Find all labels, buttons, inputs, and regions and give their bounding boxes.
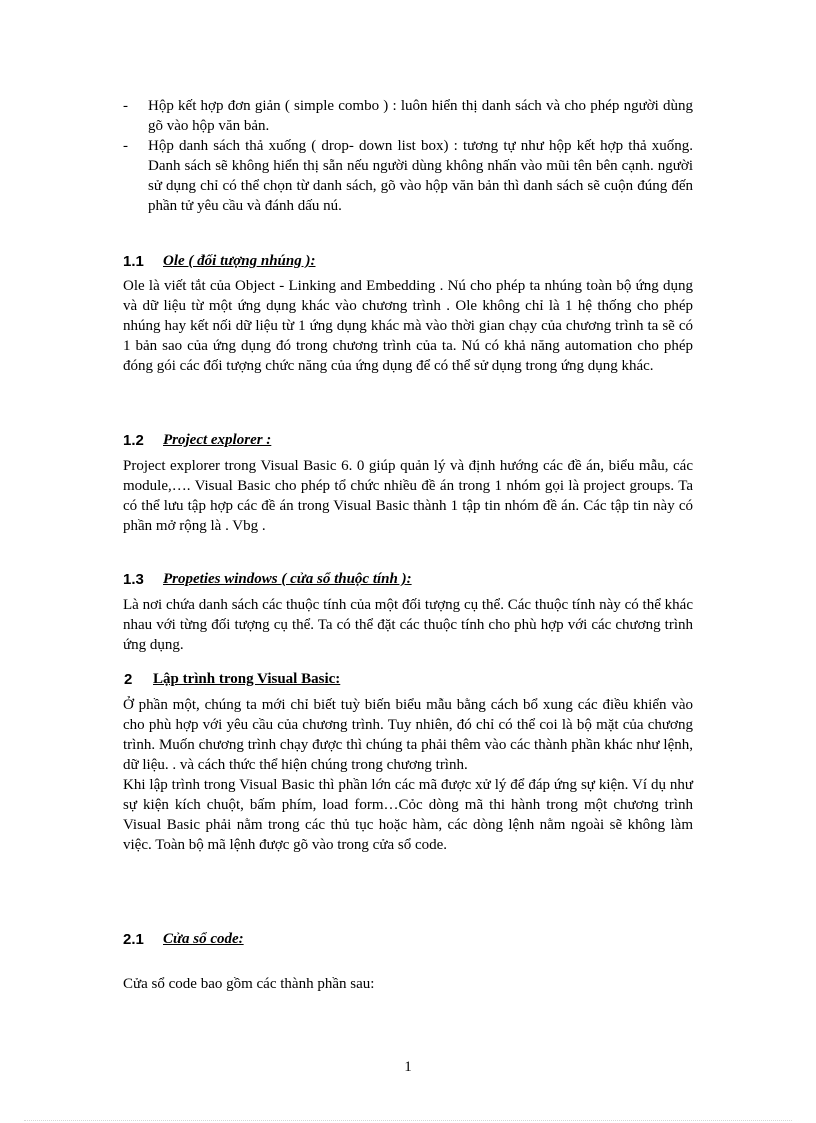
section-body-project-explorer (123, 456, 693, 536)
section-number: 2 (124, 671, 133, 688)
bullet-dash: - (123, 98, 128, 114)
paragraph: Khi lập trình trong Visual Basic thì phần lớn các mã được xử lý để đáp ứng sự kiện. Ví dụ như sự kiện kích chuột, bấm phím, load form…Cỏc dòng mã thi hành trong một chương trình Visual Basic phải nằm trong các thủ tục hoặc hàm, các dòng lệnh nằm ngoài sẽ không làm việc. Toàn bộ mã lệnh được gõ vào trong cửa sổ code. (123, 777, 693, 853)
section-body-programming (123, 695, 693, 855)
section-heading-properties-window (123, 571, 693, 593)
section-number: 1.3 (123, 571, 144, 588)
paragraph: Cửa sổ code bao gồm các thành phần sau: (123, 976, 375, 992)
bullet-item-simple-combo (123, 96, 693, 136)
page-bottom-divider (24, 1120, 792, 1121)
section-body-properties-window (123, 595, 693, 655)
paragraph: Ole là viết tắt của Object - Linking and Embedding . Nú cho phép ta nhúng toàn bộ ứng dụng và dữ liệu từ một ứng dụng khác vào chương trình . Ole không chỉ là 1 hệ thống cho phép nhúng hay kết nối dữ liệu từ 1 ứng dụng khác mà vào thời gian chạy của chương trình ta sẽ có 1 bản sao của ứng dụng đó trong chương trình của ta. Nú có khả năng automation cho phép đóng gói các đối tượng chức năng của ứng dụng để có thể sử dụng trong ứng dụng khác. (123, 278, 693, 374)
section-number: 1.2 (123, 432, 144, 449)
paragraph: Ở phần một, chúng ta mới chỉ biết tuỳ biến biểu mẫu bằng cách bổ xung các điều khiển vào cho phù hợp với yêu cầu của chương trình. Tuy nhiên, đó chỉ có thể coi là bộ mặt của chương trình. Muốn chương trình chạy được thì chúng ta phải thêm vào các thành phần khác như lệnh, dữ liệu. . và cách thức thể hiện chúng trong chương trình. (123, 697, 693, 773)
page-number: 1 (404, 1059, 412, 1075)
section-title: Project explorer : (163, 432, 272, 448)
paragraph: Project explorer trong Visual Basic 6. 0 giúp quản lý và định hướng các đề án, biểu mẫu, các module,…. Visual Basic cho phép tổ chức nhiều đề án trong 1 nhóm gọi là project groups. Ta có thể lưu tập hợp các đề án trong Visual Basic thành 1 tập tin nhóm đề án. Các tập tin này có phần mở rộng là . Vbg . (123, 458, 693, 534)
section-heading-programming (123, 671, 693, 693)
bullet-text: Hộp kết hợp đơn giản ( simple combo ) : luôn hiển thị danh sách và cho phép người dùng gõ vào hộp văn bản. (148, 98, 693, 134)
section-heading-project-explorer (123, 432, 693, 454)
section-body-ole (123, 276, 693, 376)
bullet-text: Hộp danh sách thả xuống ( drop- down list box) : tương tự như hộp kết hợp thả xuống. Danh sách sẽ không hiển thị sẵn nếu người dùng không nhấn vào mũi tên bên cạnh. người sử dụng chỉ có thể chọn từ danh sách, gõ vào hộp văn bản thì danh sách sẽ cuộn đúng đến phần tử yêu cầu và đánh dấu nú. (148, 138, 693, 214)
section-body-code-window (123, 974, 693, 994)
bullet-list (123, 96, 693, 216)
section-title: Lập trình trong Visual Basic: (153, 671, 341, 687)
section-heading-code-window (123, 931, 693, 953)
bullet-item-drop-down-list (123, 136, 693, 216)
section-title: Ole ( đối tượng nhúng ): (163, 253, 316, 269)
bullet-dash: - (123, 138, 128, 154)
section-number: 1.1 (123, 253, 144, 270)
section-heading-ole (123, 253, 693, 275)
paragraph: Là nơi chứa danh sách các thuộc tính của một đối tượng cụ thể. Các thuộc tính này có thể khác nhau với từng đối tượng cụ thể. Ta có thể đặt các thuộc tính cho phù hợp với các chương trình ứng dụng. (123, 597, 693, 653)
section-number: 2.1 (123, 931, 144, 948)
section-title: Cửa sổ code: (163, 931, 244, 947)
section-title: Propeties windows ( cửa sổ thuộc tính ): (163, 571, 412, 587)
